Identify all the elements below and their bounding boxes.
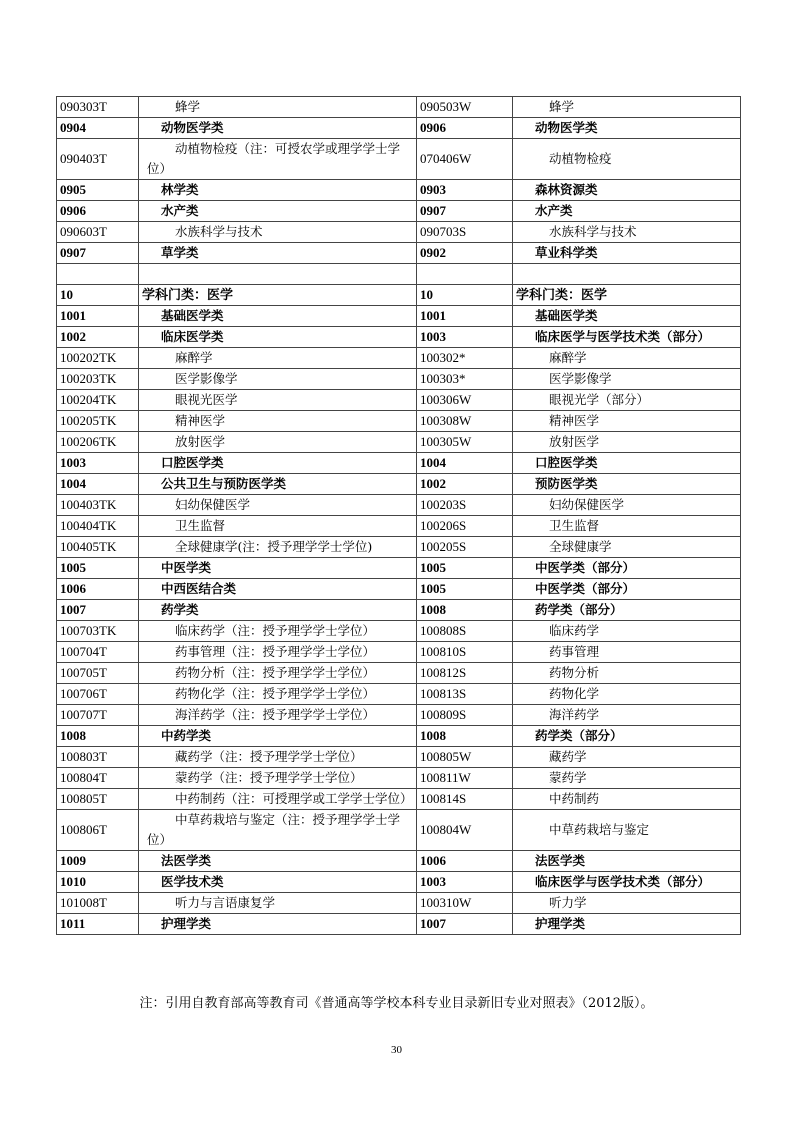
new-code-cell [57, 264, 139, 285]
table-row [57, 411, 741, 432]
old-major-name-cell: 药学类（部分） [513, 726, 741, 747]
old-major-name-cell: 放射医学 [513, 432, 741, 453]
new-major-name-cell: 蒙药学（注：授予理学学士学位） [139, 768, 417, 789]
new-major-name-cell: 妇幼保健医学 [139, 495, 417, 516]
new-code-cell: 100202TK [57, 348, 139, 369]
new-major-name-cell: 蜂学 [139, 97, 417, 118]
new-major-name-cell: 药物分析（注：授予理学学士学位） [139, 663, 417, 684]
table-row [57, 516, 741, 537]
new-major-name-cell: 中西医结合类 [139, 579, 417, 600]
table-row [57, 453, 741, 474]
old-code-cell: 090703S [417, 222, 513, 243]
new-major-name-cell: 放射医学 [139, 432, 417, 453]
table-row [57, 600, 741, 621]
table-row [57, 201, 741, 222]
major-comparison-table [56, 96, 741, 935]
old-code-cell: 1006 [417, 851, 513, 872]
table-row [57, 726, 741, 747]
old-code-cell: 0906 [417, 118, 513, 139]
new-code-cell: 1001 [57, 306, 139, 327]
old-code-cell: 100205S [417, 537, 513, 558]
new-code-cell: 1003 [57, 453, 139, 474]
table-row [57, 851, 741, 872]
table-row [57, 222, 741, 243]
new-major-name-cell: 学科门类：医学 [139, 285, 417, 306]
table-row [57, 264, 741, 285]
table-row [57, 495, 741, 516]
old-code-cell: 100203S [417, 495, 513, 516]
new-major-name-cell: 口腔医学类 [139, 453, 417, 474]
new-code-cell: 1002 [57, 327, 139, 348]
new-major-name-cell: 中药制药（注：可授理学或工学学士学位） [139, 789, 417, 810]
old-code-cell: 100804W [417, 810, 513, 851]
old-code-cell: 1007 [417, 914, 513, 935]
table-row [57, 327, 741, 348]
table-row [57, 621, 741, 642]
table-footnote: 注：引用自教育部高等教育司《普通高等学校本科专业目录新旧专业对照表》（2012版）。 [139, 996, 654, 1011]
new-code-cell: 1010 [57, 872, 139, 893]
new-code-cell: 100806T [57, 810, 139, 851]
table-row [57, 558, 741, 579]
old-major-name-cell: 中医学类（部分） [513, 558, 741, 579]
table-row [57, 432, 741, 453]
table-row [57, 642, 741, 663]
old-code-cell: 090503W [417, 97, 513, 118]
old-code-cell: 1003 [417, 872, 513, 893]
old-major-name-cell: 医学影像学 [513, 369, 741, 390]
table-row [57, 914, 741, 935]
new-major-name-cell: 基础医学类 [139, 306, 417, 327]
new-major-name-cell: 药学类 [139, 600, 417, 621]
new-code-cell: 100206TK [57, 432, 139, 453]
new-code-cell: 1008 [57, 726, 139, 747]
old-major-name-cell: 临床药学 [513, 621, 741, 642]
new-code-cell: 1004 [57, 474, 139, 495]
new-code-cell: 100705T [57, 663, 139, 684]
new-major-name-cell: 中医学类 [139, 558, 417, 579]
table-row [57, 537, 741, 558]
old-major-name-cell: 蒙药学 [513, 768, 741, 789]
new-code-cell: 1006 [57, 579, 139, 600]
old-code-cell: 100306W [417, 390, 513, 411]
new-code-cell: 090403T [57, 139, 139, 180]
new-major-name-cell: 听力与言语康复学 [139, 893, 417, 914]
old-major-name-cell: 海洋药学 [513, 705, 741, 726]
old-code-cell: 1003 [417, 327, 513, 348]
old-major-name-cell: 法医学类 [513, 851, 741, 872]
new-major-name-cell: 海洋药学（注：授予理学学士学位） [139, 705, 417, 726]
old-code-cell: 10 [417, 285, 513, 306]
old-code-cell: 100810S [417, 642, 513, 663]
old-code-cell: 1005 [417, 579, 513, 600]
new-major-name-cell: 医学技术类 [139, 872, 417, 893]
old-code-cell: 100811W [417, 768, 513, 789]
old-code-cell: 1008 [417, 600, 513, 621]
old-code-cell: 100303* [417, 369, 513, 390]
old-major-name-cell: 草业科学类 [513, 243, 741, 264]
new-code-cell: 1009 [57, 851, 139, 872]
new-major-name-cell: 医学影像学 [139, 369, 417, 390]
table-row [57, 118, 741, 139]
new-code-cell: 0906 [57, 201, 139, 222]
new-major-name-cell: 全球健康学(注：授予理学学士学位) [139, 537, 417, 558]
new-major-name-cell: 公共卫生与预防医学类 [139, 474, 417, 495]
old-code-cell [417, 264, 513, 285]
old-code-cell: 100310W [417, 893, 513, 914]
old-major-name-cell: 预防医学类 [513, 474, 741, 495]
new-code-cell: 10 [57, 285, 139, 306]
new-major-name-cell: 水族科学与技术 [139, 222, 417, 243]
new-code-cell: 1007 [57, 600, 139, 621]
new-major-name-cell: 药物化学（注：授予理学学士学位） [139, 684, 417, 705]
new-code-cell: 100205TK [57, 411, 139, 432]
new-code-cell: 1011 [57, 914, 139, 935]
table-row [57, 139, 741, 180]
new-major-name-cell: 水产类 [139, 201, 417, 222]
new-code-cell: 100803T [57, 747, 139, 768]
table-row [57, 579, 741, 600]
new-major-name-cell: 临床药学（注：授予理学学士学位） [139, 621, 417, 642]
old-code-cell: 1005 [417, 558, 513, 579]
new-major-name-cell: 眼视光医学 [139, 390, 417, 411]
old-major-name-cell: 森林资源类 [513, 180, 741, 201]
new-major-name-cell: 卫生监督 [139, 516, 417, 537]
old-code-cell: 0903 [417, 180, 513, 201]
new-major-name-cell: 法医学类 [139, 851, 417, 872]
new-code-cell: 100704T [57, 642, 139, 663]
old-major-name-cell: 精神医学 [513, 411, 741, 432]
table-row [57, 705, 741, 726]
old-major-name-cell: 中草药栽培与鉴定 [513, 810, 741, 851]
old-code-cell: 100206S [417, 516, 513, 537]
old-major-name-cell: 护理学类 [513, 914, 741, 935]
new-major-name-cell: 动植物检疫（注：可授农学或理学学士学位） [139, 139, 417, 180]
old-major-name-cell: 听力学 [513, 893, 741, 914]
old-major-name-cell: 麻醉学 [513, 348, 741, 369]
new-code-cell: 100805T [57, 789, 139, 810]
new-major-name-cell [139, 264, 417, 285]
new-code-cell: 100403TK [57, 495, 139, 516]
table-row [57, 369, 741, 390]
table-row [57, 285, 741, 306]
old-major-name-cell: 动物医学类 [513, 118, 741, 139]
new-major-name-cell: 动物医学类 [139, 118, 417, 139]
table-row [57, 180, 741, 201]
old-major-name-cell: 动植物检疫 [513, 139, 741, 180]
new-major-name-cell: 藏药学（注：授予理学学士学位） [139, 747, 417, 768]
old-major-name-cell: 卫生监督 [513, 516, 741, 537]
old-major-name-cell: 水族科学与技术 [513, 222, 741, 243]
new-code-cell: 100404TK [57, 516, 139, 537]
old-major-name-cell: 学科门类：医学 [513, 285, 741, 306]
new-code-cell: 0904 [57, 118, 139, 139]
old-code-cell: 100813S [417, 684, 513, 705]
old-code-cell: 0907 [417, 201, 513, 222]
table-row [57, 97, 741, 118]
old-major-name-cell: 药物化学 [513, 684, 741, 705]
new-code-cell: 100204TK [57, 390, 139, 411]
old-code-cell: 100814S [417, 789, 513, 810]
table-row [57, 747, 741, 768]
old-code-cell: 100809S [417, 705, 513, 726]
new-major-name-cell: 中草药栽培与鉴定（注：授予理学学士学位） [139, 810, 417, 851]
old-major-name-cell: 药物分析 [513, 663, 741, 684]
table-body [57, 97, 741, 935]
old-code-cell: 100808S [417, 621, 513, 642]
table-row [57, 768, 741, 789]
old-major-name-cell: 藏药学 [513, 747, 741, 768]
old-major-name-cell: 水产类 [513, 201, 741, 222]
old-major-name-cell: 中药制药 [513, 789, 741, 810]
page-number: 30 [391, 1044, 402, 1056]
table-row [57, 306, 741, 327]
new-major-name-cell: 草学类 [139, 243, 417, 264]
new-major-name-cell: 中药学类 [139, 726, 417, 747]
table-row [57, 893, 741, 914]
old-major-name-cell: 中医学类（部分） [513, 579, 741, 600]
old-major-name-cell: 全球健康学 [513, 537, 741, 558]
old-major-name-cell: 药事管理 [513, 642, 741, 663]
table-row [57, 872, 741, 893]
old-code-cell: 100302* [417, 348, 513, 369]
new-major-name-cell: 护理学类 [139, 914, 417, 935]
old-major-name-cell: 口腔医学类 [513, 453, 741, 474]
new-major-name-cell: 林学类 [139, 180, 417, 201]
table-row [57, 390, 741, 411]
new-code-cell: 090303T [57, 97, 139, 118]
new-code-cell: 101008T [57, 893, 139, 914]
old-major-name-cell: 临床医学与医学技术类（部分） [513, 327, 741, 348]
new-code-cell: 100203TK [57, 369, 139, 390]
table-row [57, 348, 741, 369]
old-major-name-cell: 基础医学类 [513, 306, 741, 327]
old-major-name-cell: 妇幼保健医学 [513, 495, 741, 516]
new-code-cell: 100804T [57, 768, 139, 789]
old-code-cell: 100812S [417, 663, 513, 684]
table-row [57, 789, 741, 810]
table-row [57, 243, 741, 264]
old-major-name-cell: 蜂学 [513, 97, 741, 118]
table-row [57, 684, 741, 705]
new-major-name-cell: 精神医学 [139, 411, 417, 432]
new-code-cell: 0905 [57, 180, 139, 201]
old-code-cell: 0902 [417, 243, 513, 264]
new-code-cell: 100405TK [57, 537, 139, 558]
old-major-name-cell: 药学类（部分） [513, 600, 741, 621]
old-major-name-cell: 临床医学与医学技术类（部分） [513, 872, 741, 893]
new-code-cell: 090603T [57, 222, 139, 243]
old-code-cell: 1008 [417, 726, 513, 747]
old-code-cell: 1004 [417, 453, 513, 474]
new-code-cell: 1005 [57, 558, 139, 579]
old-code-cell: 070406W [417, 139, 513, 180]
old-code-cell: 1002 [417, 474, 513, 495]
new-major-name-cell: 药事管理（注：授予理学学士学位） [139, 642, 417, 663]
old-code-cell: 1001 [417, 306, 513, 327]
new-major-name-cell: 临床医学类 [139, 327, 417, 348]
table-row [57, 663, 741, 684]
new-code-cell: 0907 [57, 243, 139, 264]
old-code-cell: 100308W [417, 411, 513, 432]
new-code-cell: 100703TK [57, 621, 139, 642]
new-major-name-cell: 麻醉学 [139, 348, 417, 369]
old-major-name-cell: 眼视光学（部分） [513, 390, 741, 411]
table-row [57, 810, 741, 851]
new-code-cell: 100706T [57, 684, 139, 705]
old-major-name-cell [513, 264, 741, 285]
new-code-cell: 100707T [57, 705, 139, 726]
table-row [57, 474, 741, 495]
old-code-cell: 100805W [417, 747, 513, 768]
old-code-cell: 100305W [417, 432, 513, 453]
